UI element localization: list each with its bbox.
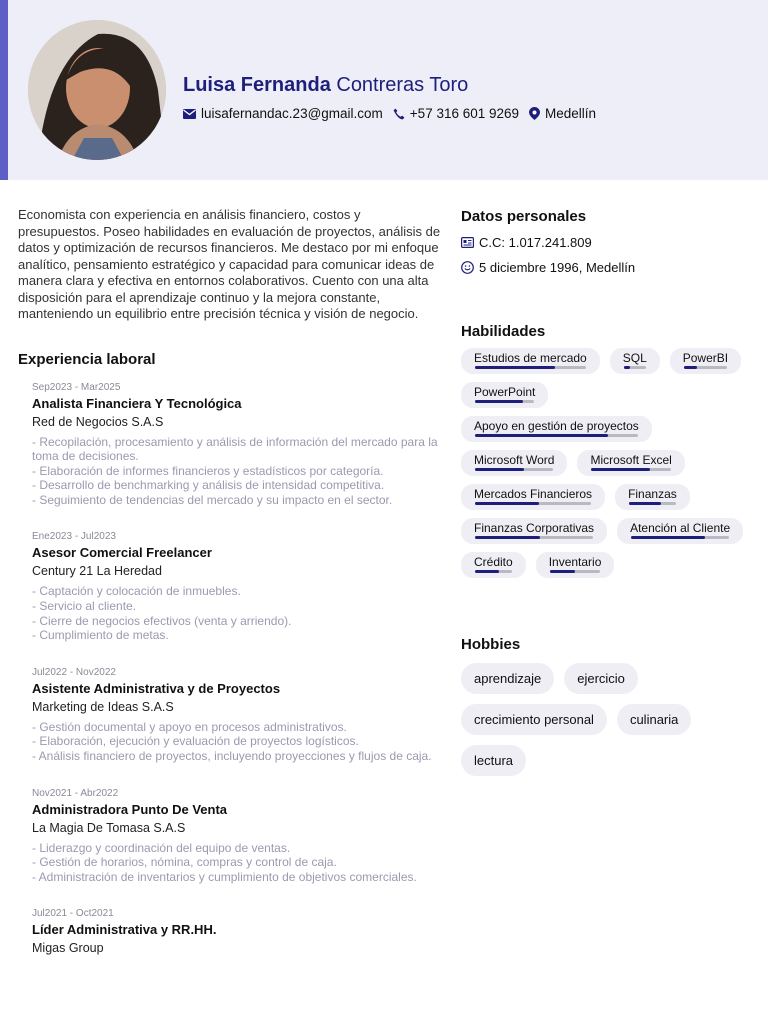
job-title: Analista Financiera Y Tecnológica: [32, 395, 242, 411]
skill-label: Finanzas: [628, 487, 677, 501]
skill-tag: [577, 450, 684, 476]
skill-label: Inventario: [548, 555, 602, 569]
hobby-tag: ejercicio: [564, 663, 638, 694]
job-bullet: - Elaboración, ejecución y evaluación de proyectos logísticos.: [32, 734, 359, 749]
skill-tag: [461, 518, 607, 544]
personal-birth-row: [461, 260, 756, 275]
job-company: Red de Negocios S.A.S: [32, 414, 164, 429]
job-bullet: - Gestión de horarios, nómina, compras y control de caja.: [32, 855, 337, 870]
location-pin-icon: [529, 107, 540, 120]
hobby-tag: aprendizaje: [461, 663, 554, 694]
skill-level-bar: [475, 400, 534, 403]
job-dates: Sep2023 - Mar2025: [32, 381, 121, 393]
header: [0, 0, 768, 180]
skill-level-bar: [475, 366, 586, 369]
skill-level-bar: [684, 366, 727, 369]
skill-label: PowerBI: [682, 351, 729, 365]
job-company: Migas Group: [32, 941, 104, 956]
skill-level-fill: [631, 536, 705, 539]
contact-email[interactable]: [183, 106, 383, 121]
skills-title: Habilidades: [461, 323, 546, 340]
accent-bar: [0, 0, 8, 180]
job-bullet: - Servicio al cliente.: [32, 599, 137, 614]
job-bullet: - Recopilación, procesamiento y análisis de información del mercado para la toma de decisiones.: [32, 434, 438, 464]
skill-tag: [615, 484, 690, 510]
skill-level-bar: [475, 468, 553, 471]
skill-level-fill: [624, 366, 631, 369]
profile-photo: [28, 20, 166, 160]
profile-photo-illustration: [28, 20, 166, 160]
skill-level-fill: [475, 536, 540, 539]
skill-tag: [536, 552, 615, 578]
job-entry: [32, 667, 443, 764]
job-entry: [32, 788, 443, 885]
contact-phone[interactable]: [393, 106, 519, 121]
skill-level-fill: [475, 570, 499, 573]
skill-label: Apoyo en gestión de proyectos: [474, 419, 639, 433]
personal-id-text: C.C: 1.017.241.809: [479, 235, 592, 250]
skill-level-bar: [475, 502, 591, 505]
skill-level-fill: [475, 468, 524, 471]
job-bullet: - Liderazgo y coordinación del equipo de ventas.: [32, 840, 291, 855]
hobby-tag: crecimiento personal: [461, 704, 607, 735]
skill-tag: [461, 552, 526, 578]
id-card-icon: [461, 237, 474, 248]
job-bullet: - Gestión documental y apoyo en procesos administrativos.: [32, 719, 347, 734]
job-title: Líder Administrativa y RR.HH.: [32, 922, 217, 938]
right-column: [461, 208, 756, 786]
profile-summary: Economista con experiencia en análisis financiero, costos y presupuestos. Poseo habilidades en evaluación de proyectos, análisis de datos y optimización de recursos financieros. Me destaco por mi enfoque analítico, pensamiento estratégico y capacidad para comunicar ideas de manera clara y efectiva en entornos colaborativos. Cuento con una alta disposición para el aprendizaje continuo y la mejora constante, manteniendo un equilibrio entre precisión técnica y visión de negocio.: [18, 207, 441, 321]
skill-level-bar: [624, 366, 646, 369]
skill-tag: [461, 382, 548, 408]
skill-level-fill: [475, 366, 555, 369]
skill-label: Crédito: [474, 555, 513, 569]
skill-label: Microsoft Excel: [590, 453, 672, 467]
skill-level-fill: [475, 434, 608, 437]
skill-level-fill: [591, 468, 650, 471]
skill-tag: [670, 348, 741, 374]
skill-tag: [461, 416, 652, 442]
job-bullet: - Administración de inventarios y cumplimiento de objetivos comerciales.: [32, 869, 417, 884]
skills-list: [461, 348, 756, 586]
contact-row: [183, 106, 606, 121]
job-bullet: - Elaboración de informes financieros y estadísticos por categoría.: [32, 463, 384, 478]
skill-level-fill: [475, 502, 539, 505]
last-name: Contreras Toro: [330, 74, 469, 96]
skill-label: Estudios de mercado: [474, 351, 587, 365]
skill-level-fill: [475, 400, 523, 403]
hobby-tag: culinaria: [617, 704, 691, 735]
contact-location: [529, 106, 596, 121]
personal-data-title: Datos personales: [461, 208, 587, 225]
skill-level-fill: [684, 366, 697, 369]
hobbies-list: [461, 663, 756, 786]
skill-level-fill: [629, 502, 661, 505]
job-entry: [32, 382, 443, 508]
job-title: Asistente Administrativa y de Proyectos: [32, 680, 281, 696]
email-text: luisafernandac.23@gmail.com: [201, 106, 383, 121]
left-column: [18, 207, 443, 979]
first-name: Luisa Fernanda: [183, 74, 331, 96]
skill-label: Mercados Financieros: [474, 487, 593, 501]
birthday-icon: [461, 261, 474, 274]
job-dates: Jul2022 - Nov2022: [32, 666, 116, 678]
job-bullet: - Análisis financiero de proyectos, incluyendo proyecciones y flujos de caja.: [32, 749, 432, 764]
skill-level-fill: [550, 570, 575, 573]
skill-level-bar: [475, 434, 638, 437]
phone-icon: [393, 108, 405, 120]
envelope-icon: [183, 109, 196, 119]
skill-label: Finanzas Corporativas: [474, 521, 595, 535]
job-dates: Jul2021 - Oct2021: [32, 908, 114, 920]
skill-label: SQL: [622, 351, 647, 365]
job-bullet: - Captación y colocación de inmuebles.: [32, 584, 241, 599]
skill-tag: [610, 348, 660, 374]
job-dates: Ene2023 - Jul2023: [32, 531, 116, 543]
job-company: Marketing de Ideas S.A.S: [32, 699, 174, 714]
skill-level-bar: [475, 536, 593, 539]
location-text: Medellín: [545, 106, 597, 121]
hobbies-title: Hobbies: [461, 636, 521, 653]
skill-label: PowerPoint: [474, 385, 536, 399]
personal-birth-text: 5 diciembre 1996, Medellín: [479, 260, 636, 275]
job-bullet: - Cierre de negocios efectivos (venta y arriendo).: [32, 613, 292, 628]
job-company: Century 21 La Heredad: [32, 564, 162, 579]
skill-level-bar: [475, 570, 512, 573]
skill-tag: [461, 348, 600, 374]
skill-tag: [461, 450, 567, 476]
job-company: La Magia De Tomasa S.A.S: [32, 820, 186, 835]
job-bullet: - Cumplimiento de metas.: [32, 628, 169, 643]
job-title: Asesor Comercial Freelancer: [32, 545, 212, 561]
skill-level-bar: [591, 468, 670, 471]
experience-title: Experiencia laboral: [18, 350, 156, 368]
job-dates: Nov2021 - Abr2022: [32, 787, 119, 799]
skill-level-bar: [550, 570, 601, 573]
phone-text: +57 316 601 9269: [409, 106, 520, 121]
hobby-tag: lectura: [461, 745, 526, 776]
job-bullet: - Seguimiento de tendencias del mercado y su impacto en el sector.: [32, 492, 393, 507]
skill-level-bar: [629, 502, 676, 505]
job-title: Administradora Punto De Venta: [32, 801, 228, 817]
skill-tag: [617, 518, 743, 544]
skill-label: Atención al Cliente: [630, 521, 731, 535]
job-entry: [32, 908, 443, 955]
job-entry: [32, 531, 443, 642]
skill-label: Microsoft Word: [474, 453, 555, 467]
skill-tag: [461, 484, 605, 510]
skill-level-bar: [631, 536, 729, 539]
personal-id-row: [461, 235, 756, 250]
job-bullet: - Desarrollo de benchmarking y análisis de intensidad competitiva.: [32, 478, 385, 493]
full-name: [183, 74, 468, 97]
